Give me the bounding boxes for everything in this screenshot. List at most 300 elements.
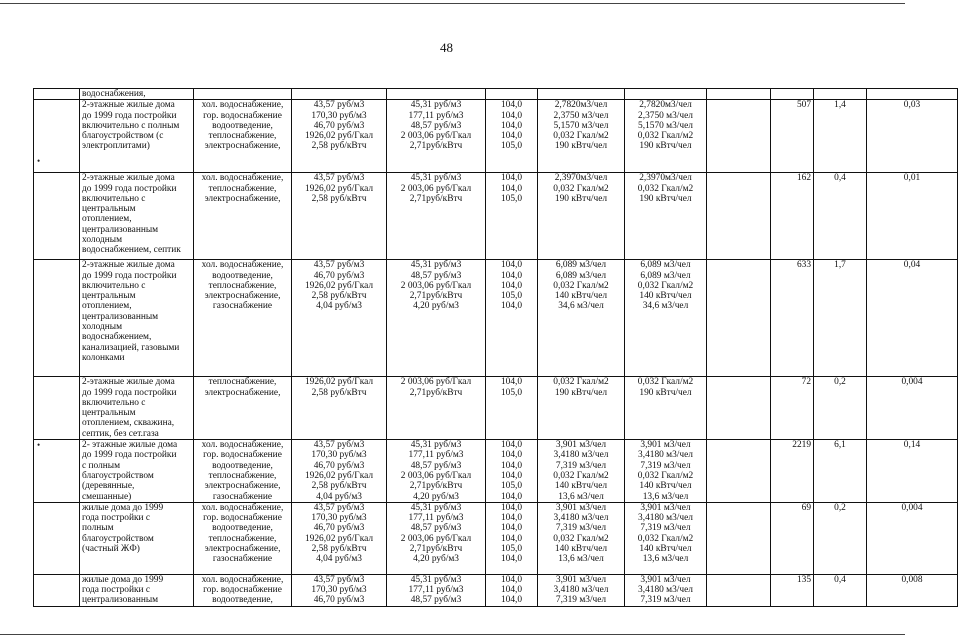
cell-line: теплоснабжение,: [208, 131, 277, 142]
cell-line: 43,57 руб/м3: [313, 502, 365, 513]
cell-line: 0,032 Гкал/м2: [553, 377, 609, 388]
cell-line: благоустройством: [82, 533, 154, 544]
cell-line: 45,31 руб/м3: [410, 173, 462, 184]
cell-line: 5,1570 м3/чел: [638, 120, 693, 131]
scan-mark: •: [37, 440, 41, 450]
cell-line: 4,20 руб/м3: [413, 554, 459, 565]
cell-line: 140 кВтч/чел: [554, 544, 608, 555]
payment-cell: 0,01: [867, 173, 958, 260]
tariff-new-cell: [387, 574, 486, 606]
cell-line: включительно с: [82, 397, 146, 408]
population-cell: 69: [771, 502, 814, 574]
empty-cell: [34, 173, 80, 260]
cell-line: водоотведение,: [212, 460, 273, 471]
cell-line: 1926,02 руб/Гкал: [304, 183, 374, 194]
cell-line: 43,57 руб/м3: [313, 574, 365, 585]
cell-line: 104,0: [500, 110, 523, 121]
cell-line: 140 кВтч/чел: [554, 291, 608, 302]
empty-cell: [34, 260, 80, 377]
cell-line: 2,71руб/кВтч: [409, 291, 463, 302]
payment-cell: 0,04: [867, 260, 958, 377]
empty-cell: [707, 440, 771, 503]
share-cell: [814, 89, 867, 100]
index-cell: [486, 89, 538, 100]
cell-line: 13,6 м3/чел: [558, 491, 604, 502]
norm-current-cell: [538, 260, 625, 377]
tariff-current-cell: [292, 440, 387, 503]
cell-line: 0,032 Гкал/м2: [553, 131, 609, 142]
description-cell: [80, 377, 194, 440]
scan-top-edge: [0, 3, 905, 4]
table-row: [34, 377, 958, 440]
share-cell: 0,2: [814, 502, 867, 574]
cell-line: водоснабжением, септик: [82, 245, 181, 256]
norm-new-cell: [625, 260, 707, 377]
index-cell: [486, 260, 538, 377]
cell-line: центральным: [82, 408, 136, 419]
cell-line: 2,71руб/кВтч: [409, 481, 463, 492]
cell-line: 3,901 м3/чел: [555, 574, 607, 585]
cell-line: 6,089 м3/чел: [640, 270, 691, 281]
cell-line: 48,57 руб/м3: [410, 460, 462, 471]
empty-cell: [34, 502, 80, 574]
share-cell: 0,2: [814, 377, 867, 440]
tariff-new-cell: [387, 440, 486, 503]
tariff-new-cell: [387, 260, 486, 377]
cell-line: жилые дома до 1999: [82, 502, 164, 513]
cell-line: хол. водоснабжение,: [201, 574, 284, 585]
cell-line: 0,032 Гкал/м2: [637, 470, 694, 481]
cell-line: 104,0: [500, 460, 523, 471]
cell-line: электроплитами): [82, 141, 150, 152]
cell-line: 2 003,06 руб/Гкал: [400, 280, 472, 291]
population-cell: 162: [771, 173, 814, 260]
cell-line: до 1999 года постройки: [82, 183, 177, 194]
cell-line: холодным: [82, 235, 123, 246]
cell-line: газоснабжение: [212, 554, 273, 565]
cell-line: 104,0: [500, 502, 523, 513]
cell-line: централизованным: [82, 224, 159, 235]
cell-line: 0,032 Гкал/м2: [637, 280, 694, 291]
cell-line: 43,57 руб/м3: [313, 100, 365, 111]
cell-line: электроснабжение,: [204, 544, 281, 555]
cell-line: до 1999 года постройки: [82, 110, 177, 121]
description-cell: [80, 100, 194, 173]
cell-line: 190 кВтч/чел: [554, 141, 608, 152]
cell-line: 104,0: [500, 574, 523, 585]
cell-line: 0,032 Гкал/м2: [553, 470, 609, 481]
cell-line: включительно с: [82, 280, 146, 291]
empty-cell: [707, 260, 771, 377]
cell-line: 3,901 м3/чел: [555, 502, 607, 513]
cell-line: 2,3970м3/чел: [639, 173, 692, 184]
empty-cell: [707, 574, 771, 606]
cell-line: 2,58 руб/кВтч: [311, 544, 367, 555]
empty-cell: [707, 502, 771, 574]
cell-line: 6,089 м3/чел: [555, 270, 607, 281]
cell-line: септик, без сет.газа: [82, 428, 159, 439]
cell-line: 3,901 м3/чел: [555, 440, 607, 451]
tariff-new-cell: [387, 502, 486, 574]
empty-cell: [34, 89, 80, 100]
cell-line: 104,0: [500, 523, 523, 534]
cell-line: хол. водоснабжение,: [201, 173, 284, 184]
cell-line: с полным: [82, 460, 121, 471]
scan-mark: •: [37, 156, 41, 166]
payment-cell: 0,03: [867, 100, 958, 173]
cell-line: 45,31 руб/м3: [410, 260, 462, 271]
cell-line: 104,0: [500, 183, 523, 194]
cell-line: 0,032 Гкал/м2: [637, 183, 694, 194]
cell-line: 1926,02 руб/Гкал: [304, 533, 374, 544]
cell-line: холодным: [82, 322, 123, 333]
cell-line: жилые дома до 1999: [82, 574, 164, 585]
share-cell: 1,7: [814, 260, 867, 377]
share-cell: 0,4: [814, 574, 867, 606]
cell-line: центральным: [82, 204, 136, 215]
tariff-current-cell: [292, 574, 387, 606]
cell-line: 105,0: [500, 481, 523, 492]
cell-line: 140 кВтч/чел: [639, 544, 692, 555]
cell-line: электроснабжение,: [204, 481, 281, 492]
cell-line: 4,04 руб/м3: [316, 491, 362, 502]
cell-line: года постройки с: [82, 585, 151, 596]
cell-line: до 1999 года постройки: [82, 387, 177, 398]
empty-cell: [34, 377, 80, 440]
tariff-current-cell: [292, 377, 387, 440]
cell-line: 104,0: [500, 595, 523, 606]
tariff-current-cell: [292, 100, 387, 173]
cell-line: 2,58 руб/кВтч: [311, 193, 367, 204]
cell-line: газоснабжение: [212, 301, 273, 312]
cell-line: 104,0: [500, 377, 523, 388]
cell-line: полным: [82, 523, 114, 534]
description-cell: [80, 440, 194, 503]
cell-line: 46,70 руб/м3: [313, 523, 365, 534]
cell-line: водоснабжением,: [82, 332, 152, 343]
scan-bottom-edge: [0, 634, 905, 635]
cell-line: 104,0: [500, 120, 523, 131]
cell-line: теплоснабжение,: [208, 533, 277, 544]
cell-line: 104,0: [500, 100, 523, 111]
cell-line: 46,70 руб/м3: [313, 270, 365, 281]
cell-line: 2 003,06 руб/Гкал: [400, 377, 472, 388]
cell-line: 0,032 Гкал/м2: [553, 280, 609, 291]
cell-line: смешанные): [82, 491, 132, 502]
cell-line: 2,71руб/кВтч: [409, 141, 463, 152]
cell-line: центральным: [82, 291, 136, 302]
cell-line: отоплением,: [82, 214, 132, 225]
cell-line: 46,70 руб/м3: [313, 120, 365, 131]
tariff-current-cell: [292, 502, 387, 574]
cell-line: 190 кВтч/чел: [639, 141, 692, 152]
norm-new-cell: [625, 173, 707, 260]
cell-line: 190 кВтч/чел: [554, 387, 608, 398]
cell-line: 43,57 руб/м3: [313, 260, 365, 271]
cell-line: 0,032 Гкал/м2: [637, 377, 694, 388]
table-row: [34, 89, 958, 100]
cell-line: централизованным: [82, 595, 159, 606]
cell-line: 2 003,06 руб/Гкал: [400, 470, 472, 481]
tariff-new-cell: [387, 100, 486, 173]
cell-line: 104,0: [500, 533, 523, 544]
cell-line: 4,04 руб/м3: [316, 301, 362, 312]
table-row: [34, 173, 958, 260]
tariff-new-cell: [387, 377, 486, 440]
cell-line: до 1999 года постройки: [82, 450, 177, 461]
cell-line: 104,0: [500, 450, 523, 461]
norm-new-cell: [625, 100, 707, 173]
cell-line: 170,30 руб/м3: [311, 110, 367, 121]
cell-line: 104,0: [500, 173, 523, 184]
cell-line: 2,58 руб/кВтч: [311, 141, 367, 152]
cell-line: 105,0: [500, 387, 523, 398]
population-cell: 72: [771, 377, 814, 440]
empty-cell: [707, 100, 771, 173]
cell-line: 104,0: [500, 301, 523, 312]
cell-line: 2,58 руб/кВтч: [311, 481, 367, 492]
page-number: 48: [440, 40, 453, 55]
tariff-current-cell: [292, 89, 387, 100]
cell-line: 2,58 руб/кВтч: [311, 387, 367, 398]
cell-line: 2,7820м3/чел: [639, 100, 692, 111]
cell-line: (деревянные,: [82, 481, 135, 492]
cell-line: 2-этажные жилые дома: [82, 377, 175, 388]
payment-cell: [867, 89, 958, 100]
cell-line: 1926,02 руб/Гкал: [304, 470, 374, 481]
cell-line: 0,032 Гкал/м2: [637, 533, 694, 544]
cell-line: 3,901 м3/чел: [640, 502, 691, 513]
cell-line: 104,0: [500, 491, 523, 502]
cell-line: водоотведение,: [212, 523, 273, 534]
cell-line: 2-этажные жилые дома: [82, 100, 175, 111]
empty-cell: [34, 440, 80, 503]
cell-line: 6,089 м3/чел: [640, 260, 691, 271]
cell-line: 3,4180 м3/чел: [553, 513, 609, 524]
norm-current-cell: [538, 440, 625, 503]
cell-line: 170,30 руб/м3: [311, 513, 367, 524]
cell-line: 7,319 м3/чел: [640, 460, 691, 471]
cell-line: 48,57 руб/м3: [410, 523, 462, 534]
cell-line: года постройки с: [82, 513, 151, 524]
norm-current-cell: [538, 502, 625, 574]
norm-current-cell: [538, 173, 625, 260]
cell-line: водоотведение,: [212, 595, 273, 606]
cell-line: теплоснабжение,: [208, 280, 277, 291]
services-cell: [194, 377, 292, 440]
table-row: [34, 260, 958, 377]
cell-line: 104,0: [500, 270, 523, 281]
cell-line: 46,70 руб/м3: [313, 460, 365, 471]
population-cell: 633: [771, 260, 814, 377]
cell-line: 3,4180 м3/чел: [638, 450, 693, 461]
cell-line: 3,901 м3/чел: [640, 440, 691, 451]
norm-current-cell: [538, 377, 625, 440]
cell-line: канализацией, газовыми: [82, 342, 180, 353]
cell-line: 2- этажные жилые дома: [82, 440, 178, 451]
empty-cell: [34, 574, 80, 606]
cell-line: 5,1570 м3/чел: [553, 120, 609, 131]
cell-line: гор. водоснабжение: [203, 513, 282, 524]
cell-line: электроснабжение,: [204, 291, 281, 302]
cell-line: 104,0: [500, 470, 523, 481]
cell-line: теплоснабжение,: [208, 377, 277, 388]
norm-current-cell: [538, 89, 625, 100]
services-cell: [194, 574, 292, 606]
norm-new-cell: [625, 440, 707, 503]
cell-line: 45,31 руб/м3: [410, 440, 462, 451]
cell-line: 46,70 руб/м3: [313, 595, 365, 606]
cell-line: 105,0: [500, 141, 523, 152]
services-cell: [194, 89, 292, 100]
index-cell: [486, 173, 538, 260]
cell-line: 2 003,06 руб/Гкал: [400, 183, 472, 194]
cell-line: 3,4180 м3/чел: [553, 585, 609, 596]
table-row: [34, 440, 958, 503]
cell-line: 2,71руб/кВтч: [409, 544, 463, 555]
cell-line: 3,901 м3/чел: [640, 574, 691, 585]
cell-line: 3,4180 м3/чел: [638, 585, 693, 596]
cell-line: 104,0: [500, 585, 523, 596]
description-cell: [80, 260, 194, 377]
population-cell: [771, 89, 814, 100]
cell-line: 34,6 м3/чел: [558, 301, 604, 312]
cell-line: 43,57 руб/м3: [313, 440, 365, 451]
cell-line: 1926,02 руб/Гкал: [304, 377, 374, 388]
cell-line: 104,0: [500, 513, 523, 524]
cell-line: 45,31 руб/м3: [410, 574, 462, 585]
cell-line: 177,11 руб/м3: [408, 585, 464, 596]
population-cell: 2219: [771, 440, 814, 503]
index-cell: [486, 502, 538, 574]
cell-line: водоснабжения,: [82, 89, 146, 99]
cell-line: 2,71руб/кВтч: [409, 387, 463, 398]
cell-line: 7,319 м3/чел: [555, 523, 607, 534]
norm-new-cell: [625, 89, 707, 100]
norm-new-cell: [625, 574, 707, 606]
cell-line: 190 кВтч/чел: [554, 193, 608, 204]
description-cell: [80, 173, 194, 260]
payment-cell: 0,004: [867, 377, 958, 440]
cell-line: электроснабжение,: [204, 387, 281, 398]
cell-line: теплоснабжение,: [208, 183, 277, 194]
cell-line: включительно с: [82, 193, 146, 204]
services-cell: [194, 440, 292, 503]
norm-current-cell: [538, 100, 625, 173]
cell-line: электроснабжение,: [204, 141, 281, 152]
index-cell: [486, 377, 538, 440]
cell-line: гор. водоснабжение: [203, 110, 282, 121]
cell-line: 48,57 руб/м3: [410, 595, 462, 606]
cell-line: 7,319 м3/чел: [555, 460, 607, 471]
empty-cell: [707, 89, 771, 100]
payment-cell: 0,004: [867, 502, 958, 574]
cell-line: 0,032 Гкал/м2: [553, 533, 609, 544]
cell-line: 2,3750 м3/чел: [638, 110, 693, 121]
payment-cell: 0,008: [867, 574, 958, 606]
cell-line: 4,20 руб/м3: [413, 301, 459, 312]
description-cell: [80, 502, 194, 574]
cell-line: электроснабжение,: [204, 193, 281, 204]
index-cell: [486, 440, 538, 503]
tariff-current-cell: [292, 260, 387, 377]
cell-line: 48,57 руб/м3: [410, 120, 462, 131]
cell-line: гор. водоснабжение: [203, 450, 282, 461]
cell-line: 177,11 руб/м3: [408, 450, 464, 461]
cell-line: 13,6 м3/чел: [642, 554, 689, 565]
cell-line: 105,0: [500, 291, 523, 302]
cell-line: хол. водоснабжение,: [201, 260, 284, 271]
cell-line: 140 кВтч/чел: [639, 481, 692, 492]
cell-line: 2,3750 м3/чел: [553, 110, 609, 121]
norm-new-cell: [625, 502, 707, 574]
table-row: [34, 100, 958, 173]
cell-line: 140 кВтч/чел: [554, 481, 608, 492]
cell-line: благоустройством (с: [82, 131, 164, 142]
share-cell: 0,4: [814, 173, 867, 260]
cell-line: 13,6 м3/чел: [642, 491, 689, 502]
cell-line: 2,71руб/кВтч: [409, 193, 463, 204]
cell-line: 105,0: [500, 193, 523, 204]
cell-line: колонками: [82, 352, 125, 363]
payment-cell: 0,14: [867, 440, 958, 503]
cell-line: 7,319 м3/чел: [555, 595, 607, 606]
cell-line: 104,0: [500, 554, 523, 565]
empty-cell: [707, 173, 771, 260]
cell-line: гор. водоснабжение: [203, 585, 282, 596]
cell-line: 34,6 м3/чел: [642, 301, 689, 312]
cell-line: 190 кВтч/чел: [639, 193, 692, 204]
cell-line: 190 кВтч/чел: [639, 387, 692, 398]
tariff-table: [33, 88, 958, 607]
cell-line: включительно с полным: [82, 120, 180, 131]
cell-line: 104,0: [500, 280, 523, 291]
cell-line: 2 003,06 руб/Гкал: [400, 131, 472, 142]
cell-line: централизованным: [82, 311, 159, 322]
cell-line: теплоснабжение,: [208, 470, 277, 481]
cell-line: хол. водоснабжение,: [201, 502, 284, 513]
cell-line: 7,319 м3/чел: [640, 595, 691, 606]
description-cell: [80, 574, 194, 606]
cell-line: 2-этажные жилые дома: [82, 260, 175, 271]
cell-line: 140 кВтч/чел: [639, 291, 692, 302]
cell-line: отоплением, скважина,: [82, 418, 175, 429]
tariff-new-cell: [387, 173, 486, 260]
tariff-new-cell: [387, 89, 486, 100]
cell-line: 104,0: [500, 440, 523, 451]
share-cell: 1,4: [814, 100, 867, 173]
cell-line: 2,58 руб/кВтч: [311, 291, 367, 302]
cell-line: водоотведение,: [212, 120, 273, 131]
cell-line: 2,7820м3/чел: [554, 100, 608, 111]
cell-line: 13,6 м3/чел: [558, 554, 604, 565]
table-row: [34, 574, 958, 606]
services-cell: [194, 100, 292, 173]
cell-line: 1926,02 руб/Гкал: [304, 131, 374, 142]
cell-line: 3,4180 м3/чел: [553, 450, 609, 461]
services-cell: [194, 173, 292, 260]
cell-line: отоплением,: [82, 301, 132, 312]
cell-line: 4,04 руб/м3: [316, 554, 362, 565]
tariff-current-cell: [292, 173, 387, 260]
cell-line: 0,032 Гкал/м2: [553, 183, 609, 194]
share-cell: 6,1: [814, 440, 867, 503]
norm-current-cell: [538, 574, 625, 606]
cell-line: 48,57 руб/м3: [410, 270, 462, 281]
cell-line: 7,319 м3/чел: [640, 523, 691, 534]
cell-line: 177,11 руб/м3: [408, 513, 464, 524]
services-cell: [194, 260, 292, 377]
